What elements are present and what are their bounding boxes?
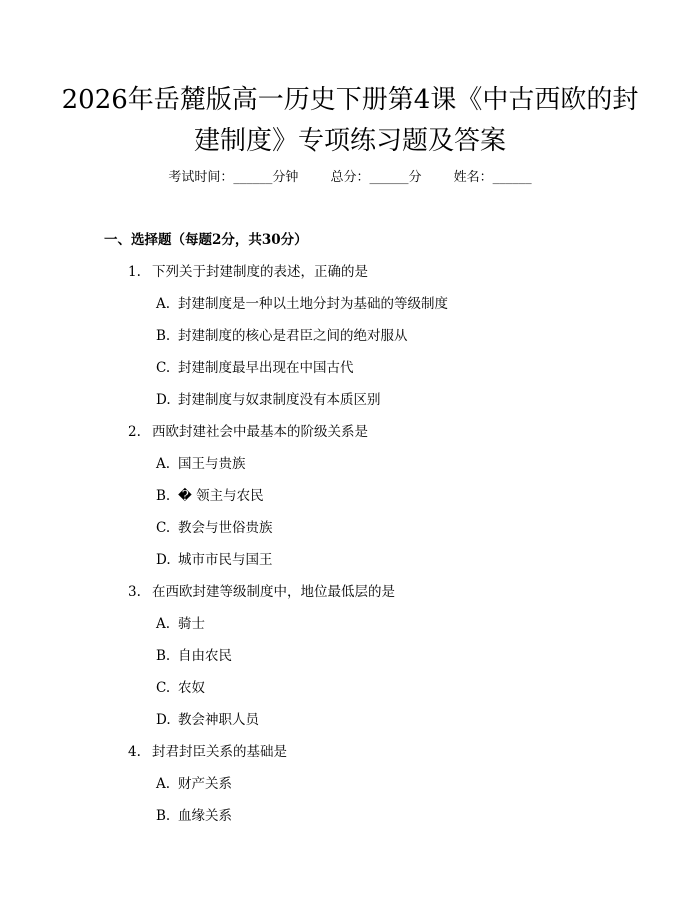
section-heading: 一、选择题（每题2分，共30分） [104,232,308,248]
option-letter: B. [156,808,171,824]
option-text: 财产关系 [178,776,232,792]
option-text: 封建制度与奴隶制度没有本质区别 [178,392,381,408]
option-letter: A. [156,776,171,792]
option-text: 农奴 [178,680,205,696]
option-letter: D. [156,552,171,568]
option-letter: C. [156,520,171,536]
answer-option [156,774,648,794]
answer-option [156,614,648,634]
option-text: 血缘关系 [178,808,232,824]
option-letter: C. [156,360,171,376]
answer-option [156,294,648,314]
answer-option [156,358,648,378]
option-letter: B. [156,488,171,504]
question-stem [128,422,648,442]
option-letter: B. [156,648,171,664]
option-list [128,454,648,570]
option-text: 自由农民 [178,648,232,664]
option-list [128,774,648,826]
answer-option [156,518,648,538]
option-text: 教会与世俗贵族 [178,520,273,536]
option-letter: B. [156,328,171,344]
option-letter: A. [156,296,171,312]
option-text: 城市市民与国王 [178,552,273,568]
question-item [128,582,648,730]
option-text: 封建制度的核心是君臣之间的绝对服从 [178,328,408,344]
exam-time-field: 考试时间：______分钟 [168,170,299,185]
option-list [128,614,648,730]
question-text: 西欧封建社会中最基本的阶级关系是 [152,424,368,440]
option-text: 教会神职人员 [178,712,259,728]
question-stem [128,582,648,602]
question-list [128,262,648,838]
option-letter: A. [156,456,171,472]
answer-option [156,454,648,474]
total-score-field: 总分：______分 [330,170,422,185]
option-list [128,294,648,410]
option-text: 骑士 [178,616,205,632]
student-name-field: 姓名：______ [453,170,532,185]
option-letter: D. [156,712,171,728]
question-text: 下列关于封建制度的表述，正确的是 [152,264,368,280]
question-stem [128,742,648,762]
question-stem [128,262,648,282]
option-letter: A. [156,616,171,632]
answer-option [156,646,648,666]
document-title: 2026年岳麓版高一历史下册第4课《中古西欧的封建制度》专项练习题及答案 [61,85,639,156]
question-number: 4. [128,744,141,760]
question-item [128,742,648,826]
option-text: 国王与贵族 [178,456,246,472]
question-number: 1. [128,264,141,280]
option-letter: C. [156,680,171,696]
option-text: 封建制度是一种以土地分封为基础的等级制度 [178,296,448,312]
option-letter: D. [156,392,171,408]
question-item [128,262,648,410]
question-number: 2. [128,424,141,440]
answer-option [156,326,648,346]
question-item [128,422,648,570]
question-text: 在西欧封建等级制度中，地位最低层的是 [152,584,395,600]
answer-option [156,486,648,506]
answer-option [156,678,648,698]
answer-option [156,710,648,730]
question-text: 封君封臣关系的基础是 [152,744,287,760]
option-text: � 领主与农民 [178,488,264,504]
answer-option [156,390,648,410]
answer-option [156,806,648,826]
question-number: 3. [128,584,141,600]
exam-info [0,168,700,188]
option-text: 封建制度最早出现在中国古代 [178,360,354,376]
answer-option [156,550,648,570]
